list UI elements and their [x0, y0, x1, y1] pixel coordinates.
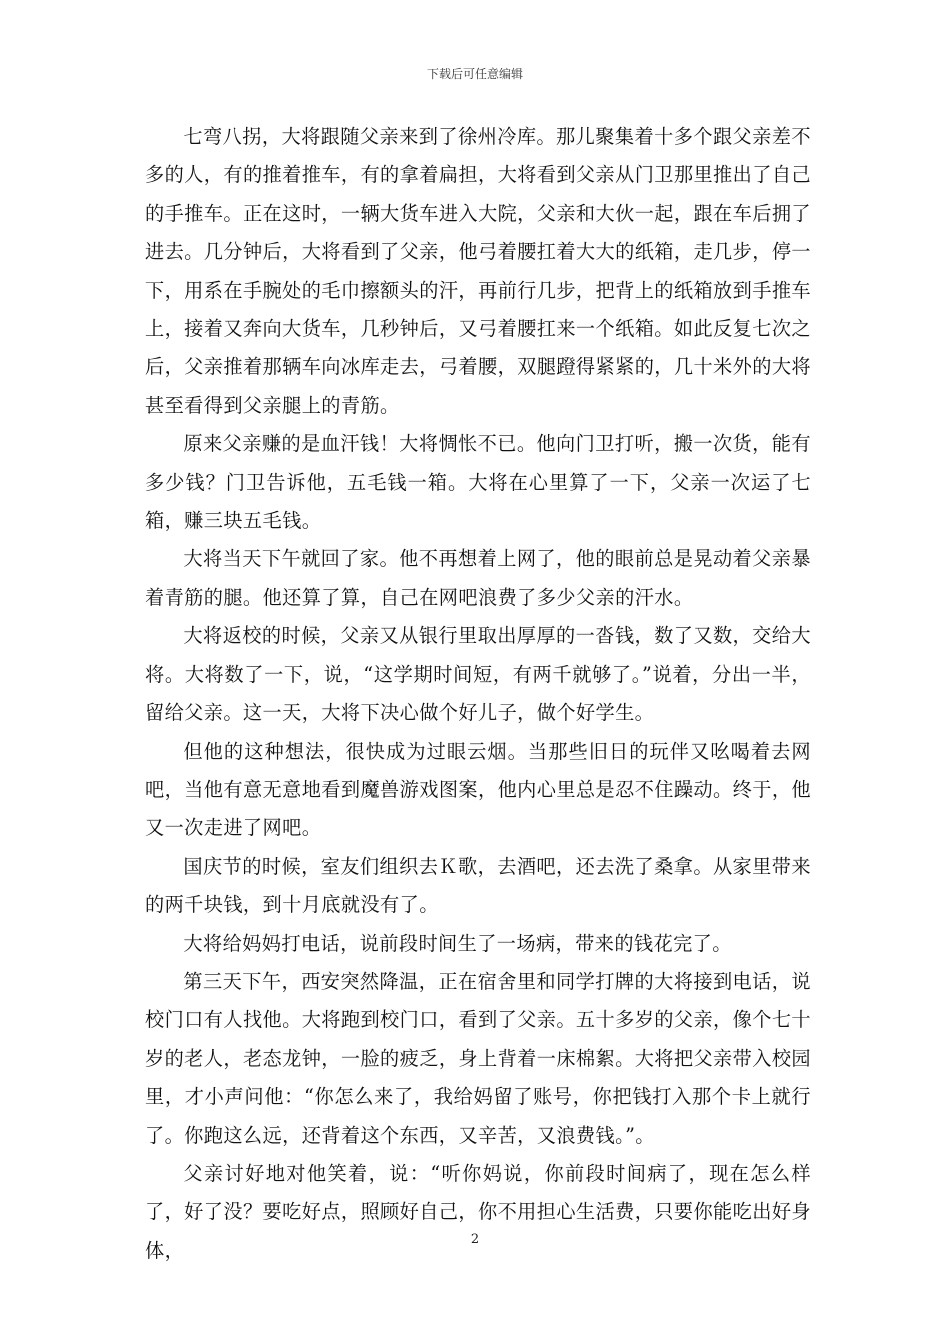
paragraph: 七弯八拐，大将跟随父亲来到了徐州冷库。那儿聚集着十多个跟父亲差不多的人，有的推着推车，有的拿着扁担，大将看到父亲从门卫那里推出了自己的手推车。正在这时，一辆大货车进入大院，父亲和大伙一起，跟在车后拥了进去。几分钟后，大将看到了父亲，他弓着腰扛着大大的纸箱，走几步，停一下，用系在手腕处的毛巾擦额头的汗，再前行几步，把背上的纸箱放到手推车上，接着又奔向大货车，几秒钟后，又弓着腰扛来一个纸箱。如此反复七次之后，父亲推着那辆车向冰库走去，弓着腰，双腿蹬得紧紧的，几十米外的大将甚至看得到父亲腿上的青筋。	[145, 125, 811, 417]
paragraph: 父亲讨好地对他笑着，说：“听你妈说，你前段时间病了，现在怎么样了，好了没？要吃好点，照顾好自己，你不用担心生活费，只要你能吃出好身体，	[145, 1161, 811, 1262]
paragraph: 大将返校的时候，父亲又从银行里取出厚厚的一沓钱，数了又数，交给大将。大将数了一下，说，“这学期时间短，有两千就够了。”说着，分出一半，留给父亲。这一天，大将下决心做个好儿子，做个好学生。	[145, 624, 811, 725]
paragraph: 大将当天下午就回了家。他不再想着上网了，他的眼前总是晃动着父亲暴着青筋的腿。他还算了算，自己在网吧浪费了多少父亲的汗水。	[145, 547, 811, 609]
paragraph: 但他的这种想法，很快成为过眼云烟。当那些旧日的玩伴又吆喝着去网吧，当他有意无意地看到魔兽游戏图案，他内心里总是忍不住躁动。终于，他又一次走进了网吧。	[145, 739, 811, 840]
page-number: 2	[470, 1232, 480, 1247]
document-body	[145, 118, 811, 1270]
paragraph: 大将给妈妈打电话，说前段时间生了一场病，带来的钱花完了。	[183, 931, 732, 955]
paragraph: 原来父亲赚的是血汗钱！大将惆怅不已。他向门卫打听，搬一次货，能有多少钱？门卫告诉他，五毛钱一箱。大将在心里算了一下，父亲一次运了七箱，赚三块五毛钱。	[145, 432, 811, 533]
paragraph: 第三天下午，西安突然降温，正在宿舍里和同学打牌的大将接到电话，说校门口有人找他。大将跑到校门口，看到了父亲。五十多岁的父亲，像个七十岁的老人，老态龙钟，一脸的疲乏，身上背着一床棉絮。大将把父亲带入校园里，才小声问他：“你怎么来了，我给妈留了账号，你把钱打入那个卡上就行了。你跑这么远，还背着这个东西，又辛苦，又浪费钱。”。	[145, 969, 811, 1147]
page-header: 下载后可任意编辑	[426, 67, 523, 81]
paragraph: 国庆节的时候，室友们组织去Ｋ歌，去酒吧，还去洗了桑拿。从家里带来的两千块钱，到十月底就没有了。	[145, 854, 811, 917]
